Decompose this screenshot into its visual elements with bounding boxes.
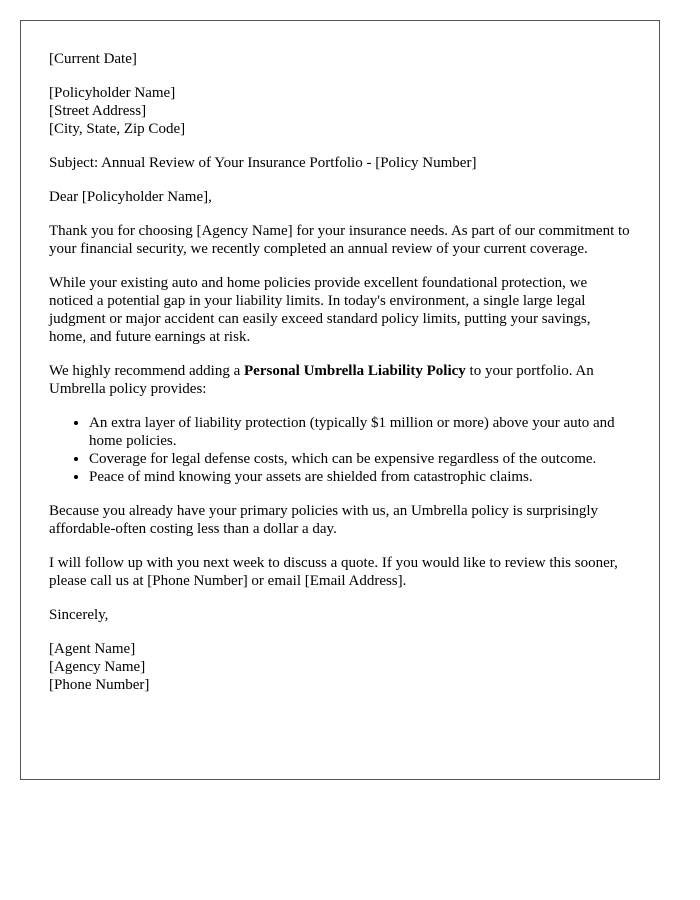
paragraph-recommendation: [49, 362, 631, 398]
letter-date: [Current Date]: [49, 51, 137, 67]
recipient-address: [49, 84, 631, 138]
benefit-item: • Coverage for legal defense costs, which can be expensive regardless of the outcome.: [89, 450, 631, 468]
paragraph-intro: Thank you for choosing [Agency Name] for your insurance needs. As part of our commitment to your financial security, we recently completed an annual review of your current coverage.: [49, 223, 630, 257]
agent-name: [Agent Name]: [49, 641, 136, 657]
agency-name: [Agency Name]: [49, 659, 146, 675]
recipient-city: [City, State, Zip Code]: [49, 121, 186, 137]
closing: Sincerely,: [49, 607, 109, 623]
policy-name-bold: Personal Umbrella Liability Policy: [244, 363, 466, 379]
recipient-name: [Policyholder Name]: [49, 85, 176, 101]
signature-block: [49, 640, 631, 694]
benefit-item: • An extra layer of liability protection (typically $1 million or more) above your auto and home policies.: [89, 414, 631, 450]
benefits-list: [49, 414, 631, 486]
recipient-street: [Street Address]: [49, 103, 147, 119]
letter-page: [20, 20, 660, 780]
benefit-item: • Peace of mind knowing your assets are shielded from catastrophic claims.: [89, 468, 631, 486]
recommendation-text-after: to your portfolio. An Umbrella policy provides:: [49, 363, 594, 397]
phone-number: [Phone Number]: [49, 677, 150, 693]
paragraph-follow-up: I will follow up with you next week to discuss a quote. If you would like to review this sooner, please call us at [Phone Number] or email [Email Address].: [49, 555, 618, 589]
paragraph-gap-notice: While your existing auto and home policies provide excellent foundational protection, we noticed a potential gap in your liability limits. In today's environment, a single large legal judgment or major accident can easily exceed standard policy limits, putting your savings, home, and future earnings at risk.: [49, 275, 591, 345]
letter-subject: Subject: Annual Review of Your Insurance Portfolio - [Policy Number]: [49, 155, 477, 171]
recommendation-text-before: We highly recommend adding a: [49, 363, 244, 379]
salutation: Dear [Policyholder Name],: [49, 189, 212, 205]
paragraph-affordability: Because you already have your primary policies with us, an Umbrella policy is surprisingly affordable-often costing less than a dollar a day.: [49, 503, 599, 537]
